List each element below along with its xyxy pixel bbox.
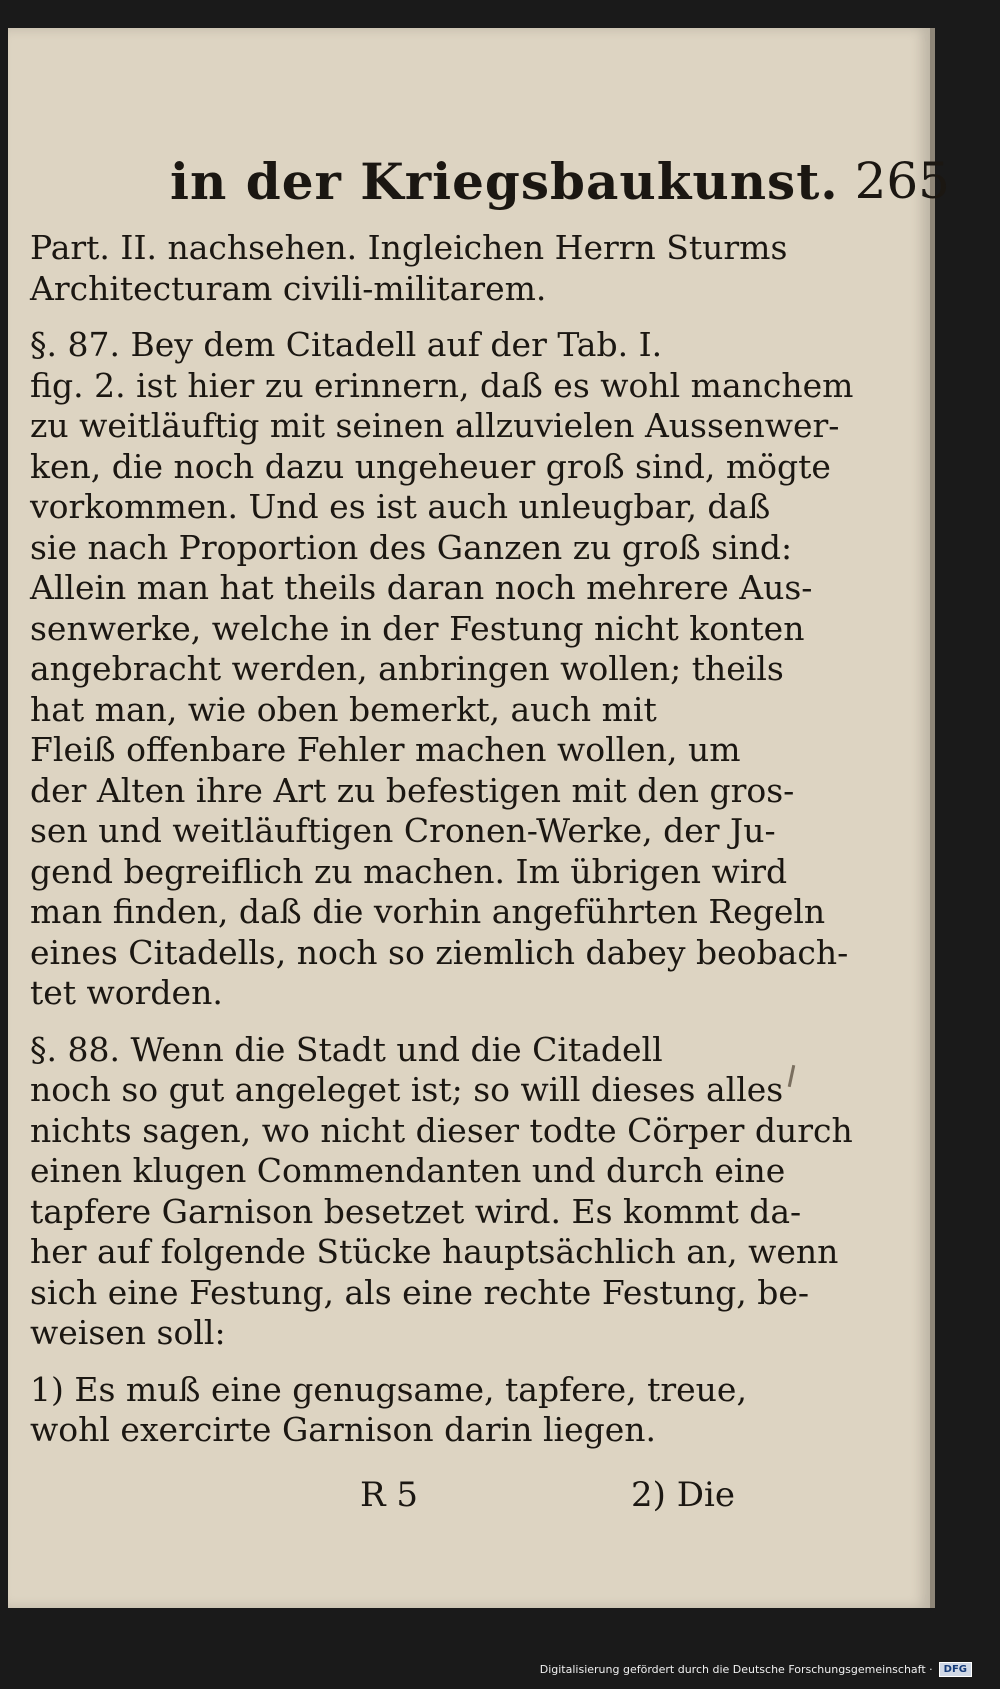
text-line: tet worden. (30, 973, 223, 1012)
text-line: hat man, wie oben bemerkt, auch mit (30, 689, 657, 729)
text-line: weisen soll: (30, 1313, 226, 1352)
text-line: sen und weitläuftigen Cronen-Werke, der Ju- (30, 811, 776, 850)
paragraph (30, 1369, 747, 1451)
text-line: nichts sagen, wo nicht dieser todte Cörper durch (30, 1110, 853, 1150)
text-line: ken, die noch dazu ungeheuer groß sind, mögte (30, 446, 831, 486)
text-line: sie nach Proportion des Ganzen zu groß sind: (30, 527, 793, 567)
text-line: man finden, daß die vorhin angeführten Regeln (30, 892, 826, 931)
text-line: Part. II. nachsehen. Ingleichen Herrn Sturms (30, 228, 788, 267)
paragraph (30, 1029, 853, 1354)
text-line: wohl exercirte Garnison darin liegen. (30, 1410, 657, 1449)
text-line: her auf folgende Stücke hauptsächlich an, wenn (30, 1232, 839, 1271)
running-head: in der Kriegsbaukunst. (170, 152, 839, 211)
text-line: fig. 2. ist hier zu erinnern, daß es wohl manchem (30, 365, 854, 405)
paragraph-gap (30, 1014, 735, 1030)
page-number: 265 (854, 152, 950, 210)
paragraph-gap (30, 1354, 735, 1370)
text-line: §. 87. Bey dem Citadell auf der Tab. I. (30, 325, 663, 364)
text-line: einen klugen Commendanten und durch eine (30, 1151, 786, 1190)
text-line: §. 88. Wenn die Stadt und die Citadell (30, 1029, 663, 1069)
paragraph (30, 325, 854, 1014)
page-edge (930, 28, 935, 1608)
dfg-logo: DFG (939, 1662, 972, 1677)
credit-text: Digitalisierung gefördert durch die Deutsche Forschungsgemeinschaft · (539, 1663, 933, 1676)
body-text (30, 228, 854, 1451)
signature-mark: R 5 (360, 1475, 419, 1515)
text-line: senwerke, welche in der Festung nicht konten (30, 608, 805, 648)
text-line: Architecturam civili-militarem. (30, 268, 547, 308)
text-line: Fleiß offenbare Fehler machen wollen, um (30, 730, 741, 769)
paragraph-gap (30, 309, 735, 325)
text-line: angebracht werden, anbringen wollen; theils (30, 649, 784, 688)
paragraph (30, 228, 788, 309)
text-line: 1) Es muß eine genugsame, tapfere, treue, (30, 1369, 747, 1409)
page-header (40, 152, 960, 222)
text-line: sich eine Festung, als eine rechte Festung, be- (30, 1272, 810, 1312)
text-line: noch so gut angeleget ist; so will dieses alles (30, 1070, 784, 1109)
catchword: 2) Die (631, 1475, 735, 1515)
text-line: gend begreiflich zu machen. Im übrigen wird (30, 851, 788, 891)
text-line: vorkommen. Und es ist auch unleugbar, daß (30, 487, 771, 526)
text-line: zu weitläuftig mit seinen allzuvielen Aussenwer- (30, 406, 840, 445)
text-line: der Alten ihre Art zu befestigen mit den gros- (30, 770, 795, 810)
text-line: tapfere Garnison besetzet wird. Es kommt da- (30, 1191, 802, 1231)
digitization-credit (540, 1662, 972, 1677)
text-line: eines Citadells, noch so ziemlich dabey beobach- (30, 932, 849, 972)
text-line: Allein man hat theils daran noch mehrere Aus- (30, 568, 813, 607)
